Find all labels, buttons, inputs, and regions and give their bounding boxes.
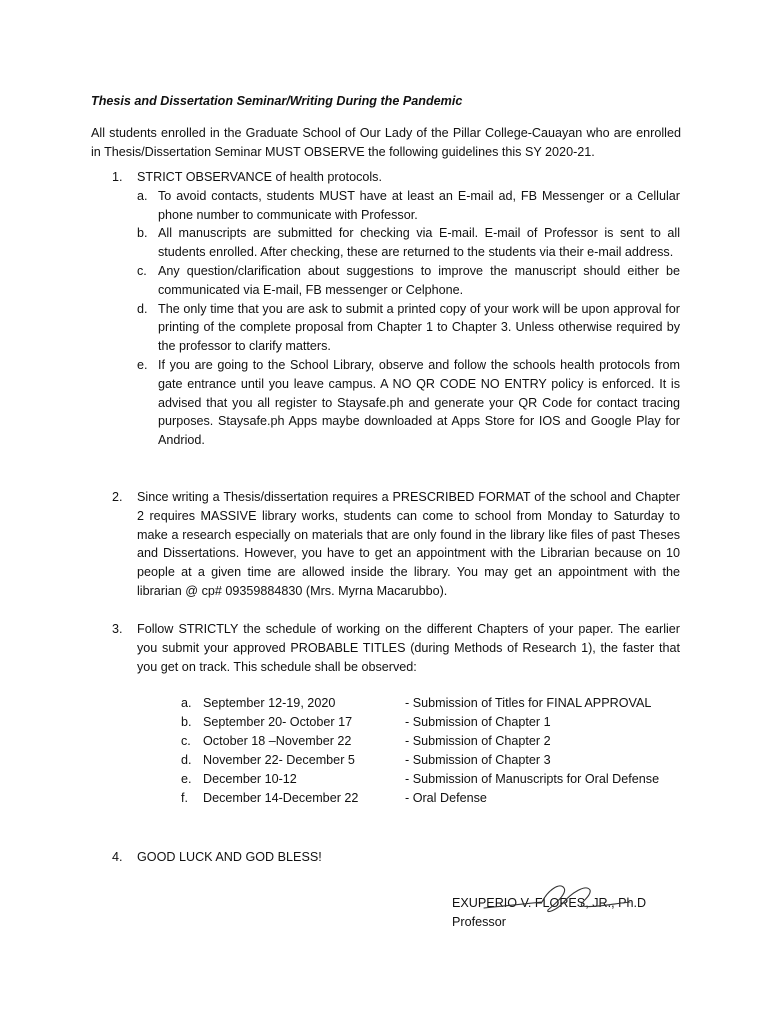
subitem-text: The only time that you are ask to submit a printed copy of your work will be upon approval for printing of the complete proposal from Chapter 1 to Chapter 3. Unless otherwise required by the professor to clarify matters. [158,301,680,354]
schedule-date: December 14-December 22 [203,791,359,805]
intro-paragraph: All students enrolled in the Graduate School of Our Lady of the Pillar College-Cauayan who are enrolled in Thesis/Dissertation Seminar MUST OBSERVE the following guidelines this SY 2020-21. [91,126,681,159]
schedule-row [181,732,701,751]
schedule-list [181,694,701,808]
item-text: Since writing a Thesis/dissertation requires a PRESCRIBED FORMAT of the school and Chapter 2 requires MASSIVE library works, students can come to school from Monday to Saturday to make a research especially on materials that are only found in the library like files of past Theses and Dissertations. However, you have to get an appointment with the Librarian because on 10 people at a given time are allowed inside the library. You may get an appointment with the librarian @ cp# 09359884830 (Mrs. Myrna Macarubbo). [137,490,680,598]
schedule-description: - Submission of Chapter 2 [405,734,551,748]
schedule-description: - Submission of Chapter 1 [405,715,551,729]
guideline-item-2 [112,488,680,601]
schedule-row [181,751,701,770]
item-text: GOOD LUCK AND GOD BLESS! [137,850,322,864]
document-title: Thesis and Dissertation Seminar/Writing During the Pandemic [91,94,463,108]
subitem-letter: e. [137,357,148,372]
schedule-description: - Submission of Titles for FINAL APPROVAL [405,696,652,710]
schedule-description: - Submission of Manuscripts for Oral Defense [405,772,660,786]
signatory-role: Professor [452,915,506,929]
item-text: STRICT OBSERVANCE of health protocols. [137,170,382,184]
signatory-name: EXUPERIO V. FLORES, JR., Ph.D [452,896,647,910]
schedule-row [181,694,701,713]
schedule-description: - Oral Defense [405,791,487,805]
guideline-item-3 [112,620,680,676]
schedule-date: November 22- December 5 [203,753,355,767]
subitem-b [137,224,680,262]
subitem-letter: d. [137,301,148,316]
schedule-letter: b. [181,715,192,729]
subitem-text: If you are going to the School Library, observe and follow the schools health protocols from gate entrance until you leave campus. A NO QR CODE NO ENTRY policy is enforced. It is advised that you all register to Staysafe.ph and generate your QR Code for contact tracing purposes. Staysafe.ph Apps maybe downloaded at Apps Store for IOS and Google Play for Andriod. [158,357,680,448]
guideline-item-4 [112,848,680,867]
item-text: Follow STRICTLY the schedule of working on the different Chapters of your paper. The earlier you submit your approved PROBABLE TITLES (during Methods of Research 1), the faster that you get on track. This schedule shall be observed: [137,622,680,674]
item-number: 2. [112,490,123,504]
subitem-letter: a. [137,188,148,203]
subitem-a [137,187,680,225]
guideline-item-1 [112,168,680,450]
schedule-description: - Submission of Chapter 3 [405,753,551,767]
schedule-letter: e. [181,772,192,786]
schedule-row [181,789,701,808]
schedule-date: September 12-19, 2020 [203,696,336,710]
subitem-letter: c. [137,263,147,278]
item-number: 4. [112,850,123,864]
subitem-d [137,300,680,356]
subitem-c [137,262,680,300]
schedule-date: September 20- October 17 [203,715,353,729]
schedule-letter: d. [181,753,192,767]
schedule-letter: a. [181,696,192,710]
schedule-letter: f. [181,791,188,805]
schedule-row [181,713,701,732]
subitem-letter: b. [137,226,148,241]
schedule-row [181,770,701,789]
schedule-date: October 18 –November 22 [203,734,352,748]
schedule-letter: c. [181,734,191,748]
signature-block [452,894,692,932]
schedule-date: December 10-12 [203,772,297,786]
subitem-e [137,356,680,450]
subitem-text: Any question/clarification about suggestions to improve the manuscript should either be communicated via E-mail, FB messenger or Celphone. [158,263,680,297]
item-number: 3. [112,622,123,636]
subitem-text: All manuscripts are submitted for checking via E-mail. E-mail of Professor is sent to all students enrolled. After checking, these are returned to the students via their e-mail address. [158,226,680,260]
subitem-text: To avoid contacts, students MUST have at least an E-mail ad, FB Messenger or a Cellular phone number to communicate with Professor. [158,188,680,222]
item-number: 1. [112,170,123,184]
